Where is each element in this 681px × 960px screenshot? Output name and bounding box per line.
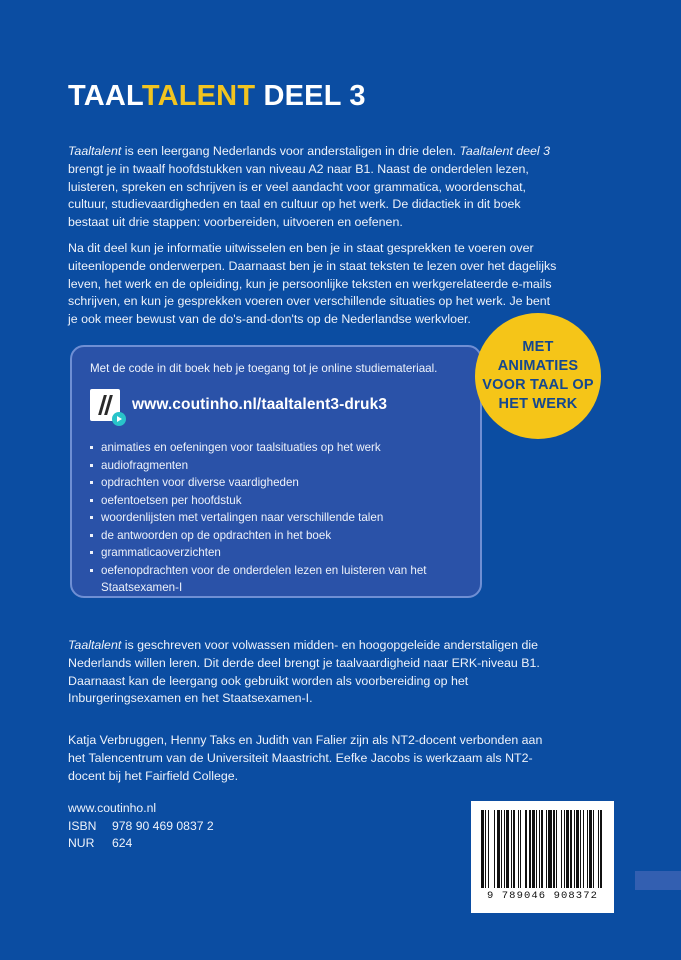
isbn-label: ISBN: [68, 818, 97, 833]
list-item: opdrachten voor diverse vaardigheden: [90, 474, 468, 492]
page-title: [68, 80, 366, 113]
badge-line-2: ANIMATIES: [497, 358, 579, 374]
intro-paragraph-mid: is een leergang Nederlands voor anderstaligen in drie delen.: [121, 144, 460, 159]
barcode-bars: [481, 810, 604, 888]
publisher-info: [68, 800, 214, 853]
barcode-digits: 9 789046 908372: [486, 890, 598, 902]
edge-accent-strip: [635, 871, 681, 890]
list-item: animaties en oefeningen voor taalsituaties op het werk: [90, 439, 468, 457]
title-part-deel: DEEL 3: [255, 80, 366, 112]
online-feature-list: [90, 439, 468, 597]
audience-paragraph-rest: is geschreven voor volwassen midden- en hoogopgeleide anderstaligen die Nederlands willen leren. Dit derde deel brengt je taalvaardigheid naar ERK-niveau B1. Daarnaast kan de leergang ook gebruikt worden als voorbereiding op het Inburgeringsexamen en het Staatsexamen-I.: [68, 638, 540, 706]
series-name-italic-2: Taaltalent deel 3: [459, 144, 550, 159]
badge-line-4: HET WERK: [498, 396, 578, 412]
authors-paragraph: Katja Verbruggen, Henny Taks en Judith van Falier zijn als NT2-docent verbonden aan het Talencentrum van de Universiteit Maastricht. Eefke Jacobs is werkzaam als NT2-docent bij het Fairfield College.: [68, 733, 543, 783]
publisher-website[interactable]: www.coutinho.nl: [68, 801, 157, 815]
title-part-talent: TALENT: [141, 80, 256, 112]
status-badge: [475, 313, 601, 439]
play-icon: [112, 412, 126, 426]
learning-outcomes-paragraph: Na dit deel kun je informatie uitwisselen en ben je in staat gesprekken te voeren over uiteenlopende onderwerpen. Daarnaast ben je in staat teksten te lezen over het dagelijks leven, het werk en de opleiding, kun je persoonlijke teksten en werkgerelateerde e-mails schrijven, en kun je gesprekken voeren over verschillende situaties op het werk. Je bent je ook meer bewust van de do's-and-don'ts op de Nederlandse werkvloer.: [68, 241, 557, 326]
intro-paragraph-rest: brengt je in twaalf hoofdstukken van niveau A2 naar B1. Naast de onderdelen lezen, luisteren, spreken en schrijven is er veel aandacht voor grammatica, woordenschat, cultuur, studievaardigheden en taal en cultuur op het werk. De didactiek in dit boek bestaat uit drie stappen: voorbereiden, uitvoeren en oefenen.: [68, 161, 529, 229]
online-url-row[interactable]: [90, 389, 387, 421]
list-item: de antwoorden op de opdrachten in het boek: [90, 527, 468, 545]
online-material-box: [70, 345, 482, 598]
badge-line-3: VOOR TAAL OP: [482, 377, 594, 393]
nur-value: 624: [112, 836, 133, 850]
nur-label: NUR: [68, 836, 95, 850]
list-item: woordenlijsten met vertalingen naar verschillende talen: [90, 509, 468, 527]
series-name-italic-1: Taaltalent: [68, 144, 122, 159]
audience-paragraph: [68, 637, 558, 707]
list-item: oefenopdrachten voor de onderdelen lezen en luisteren van het Staatsexamen-I: [90, 562, 468, 597]
barcode: [471, 801, 614, 913]
isbn-value: 978 90 469 0837 2: [112, 818, 214, 833]
list-item: oefentoetsen per hoofdstuk: [90, 492, 468, 510]
title-part-taal: TAAL: [68, 80, 142, 112]
online-url-link[interactable]: www.coutinho.nl/taaltalent3-druk3: [132, 396, 388, 413]
isbn-row: [68, 818, 214, 836]
coutinho-slash-logo-icon: [90, 389, 120, 421]
badge-line-1: MET: [522, 339, 554, 355]
barcode-bar: [602, 810, 604, 888]
nur-row: [68, 835, 214, 853]
intro-paragraph: [68, 143, 558, 231]
online-access-text: Met de code in dit boek heb je toegang tot je online studiemateriaal.: [90, 362, 438, 375]
series-name-italic-3: Taaltalent: [68, 638, 122, 653]
list-item: grammaticaoverzichten: [90, 544, 468, 562]
play-triangle: [117, 416, 122, 422]
list-item: audiofragmenten: [90, 457, 468, 475]
